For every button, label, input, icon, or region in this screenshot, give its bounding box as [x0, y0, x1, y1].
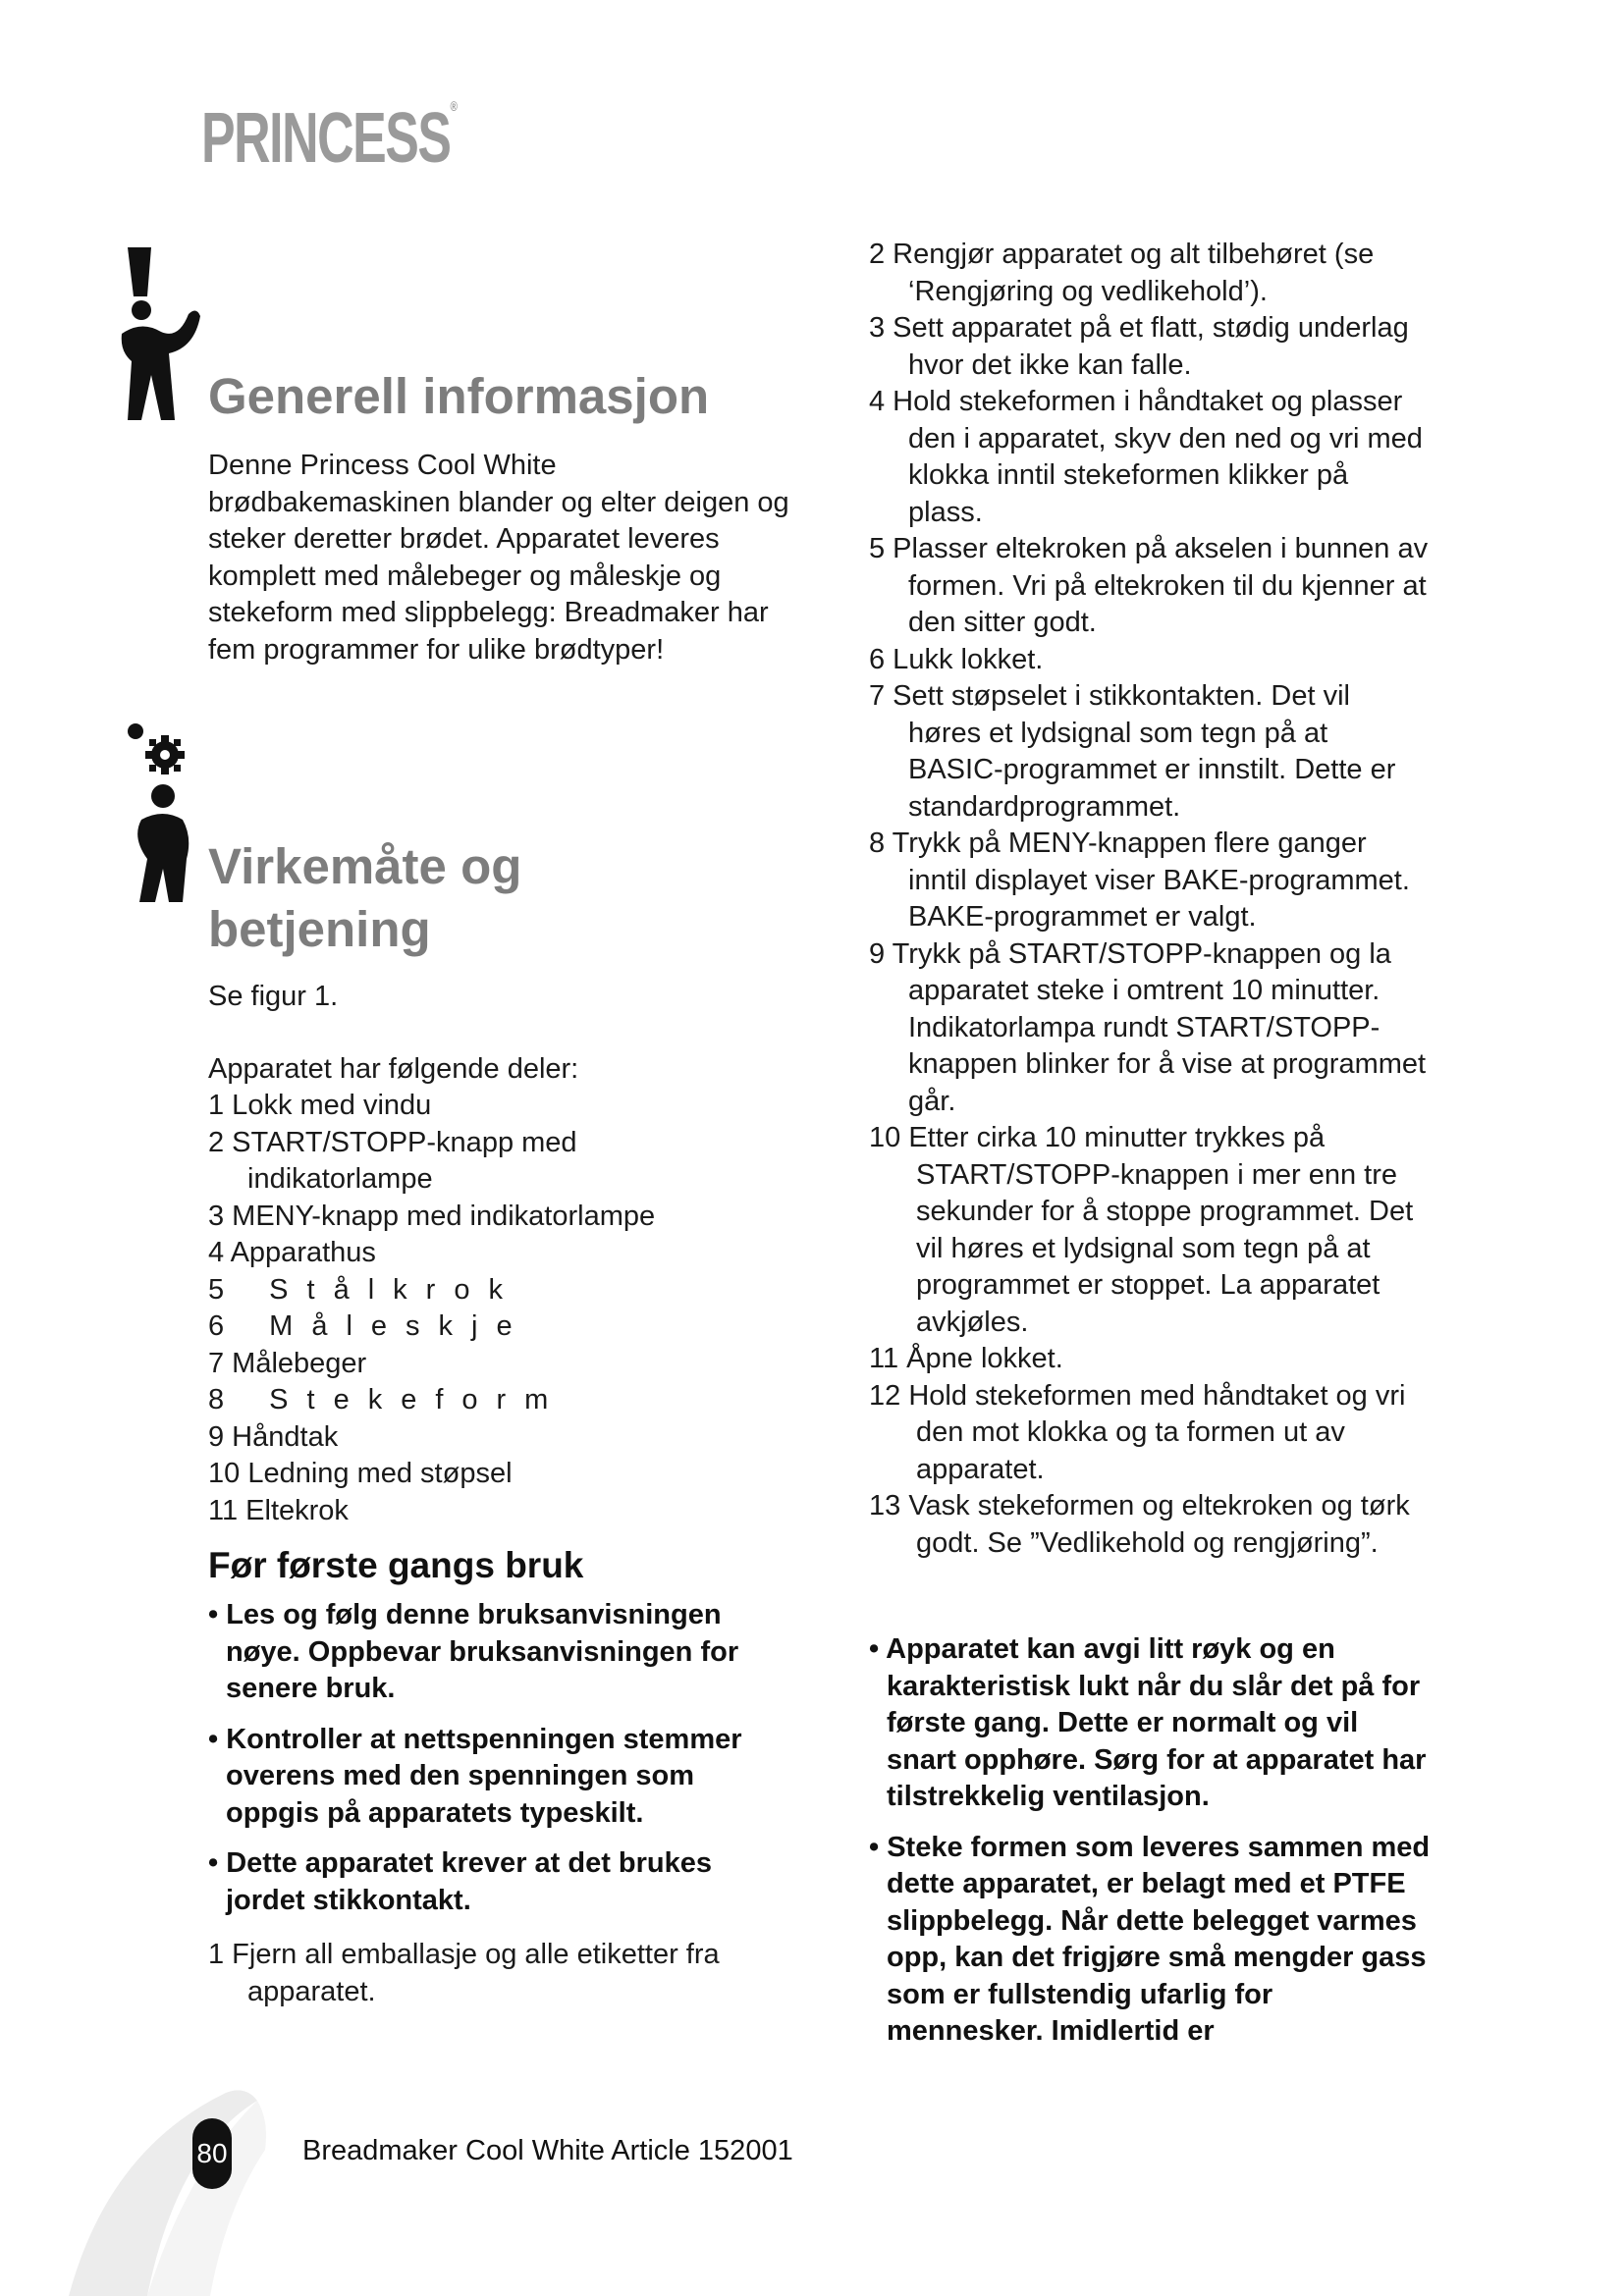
first-use-bullets: [208, 1597, 778, 1933]
first-use-step-list: [208, 1937, 758, 2010]
steps-list: [869, 237, 1429, 1562]
list-item: 11 Eltekrok: [208, 1494, 349, 1526]
list-item: 10 Ledning med støpsel: [208, 1458, 513, 1489]
list-item: 4 Apparathus: [208, 1237, 376, 1268]
list-item: 4 Hold stekeformen i håndtaket og plasser den i apparatet, skyv den ned og vri med klokka inntil stekeformen klikker på plass.: [869, 386, 1423, 528]
list-item: • Apparatet kan avgi litt røyk og en karakteristisk lukt når du slår det på for første gang. Dette er normalt og vil snart opphøre. Sørg for at apparatet har tilstrekkelig ventilasjon.: [869, 1631, 1434, 1816]
list-item: 8 Stekeform: [208, 1384, 568, 1415]
list-item: 6 Måleskje: [208, 1310, 531, 1342]
list-item: 2 START/STOPP-knapp med indikatorlampe: [208, 1126, 577, 1195]
page-number-badge: 80: [192, 2118, 232, 2189]
parts-list: [208, 1088, 719, 1529]
list-item: 5 Plasser eltekroken på akselen i bunnen av formen. Vri på eltekroken til du kjenner at den sitter godt.: [869, 533, 1429, 638]
list-item: • Steke formen som leveres sammen med dette apparatet, er belagt med et PTFE slippbelegg. Når dette belegget varmes opp, kan det frigjøre små mengder gass som er fullstendig ufarlig for mennesker. Imidlertid er: [869, 1830, 1434, 2051]
footer-text: Breadmaker Cool White Article 152001: [302, 2135, 793, 2166]
list-item: • Kontroller at nettspenningen stemmer overens med den spenningen som oppgis på apparatets typeskilt.: [208, 1722, 778, 1833]
list-item: 7 Målebeger: [208, 1347, 367, 1379]
list-item: • Les og følg denne bruksanvisningen nøye. Oppbevar bruksanvisningen for senere bruk.: [208, 1597, 778, 1708]
info-person-icon: [118, 245, 206, 422]
section-title-operation: Virkemåte og betjening: [208, 838, 522, 957]
list-item: 13 Vask stekeformen og eltekroken og tørk godt. Se ”Vedlikehold og rengjøring”.: [869, 1490, 1410, 1559]
see-figure-text: Se figur 1.: [208, 981, 339, 1012]
gear-person-icon: [118, 721, 206, 903]
section-title-general-info: Generell informasjon: [208, 368, 710, 424]
logo-text: PRINCESS: [201, 99, 451, 178]
list-item: 9 Håndtak: [208, 1420, 339, 1453]
brand-logo: [201, 98, 457, 179]
list-item: 8 Trykk på MENY-knappen flere ganger inntil displayet viser BAKE-programmet. BAKE-programmet er valgt.: [869, 828, 1410, 933]
list-item: • Dette apparatet krever at det brukes jordet stikkontakt.: [208, 1845, 778, 1919]
section-title-first-use: Før første gangs bruk: [208, 1545, 584, 1585]
footer-swoosh-decoration: [0, 2061, 314, 2296]
list-item: 9 Trykk på START/STOPP-knappen og la apparatet steke i omtrent 10 minutter. Indikatorlampa rundt START/STOPP-knappen blinker for å vise at programmet går.: [869, 937, 1427, 1117]
notes-list: [869, 1631, 1434, 2064]
list-item: 3 MENY-knapp med indikatorlampe: [208, 1200, 656, 1232]
list-item: 7 Sett støpselet i stikkontakten. Det vil høres et lydsignal som tegn på at BASIC-programmet er innstilt. Dette er standardprogrammet.: [869, 680, 1396, 823]
general-info-body: Denne Princess Cool White brødbakemaskinen blander og elter deigen og steker deretter brødet. Apparatet leveres komplett med målebeger og måleskje og stekeform med slippbelegg: Breadmaker har fem programmer for ulike brødtyper!: [208, 450, 789, 666]
list-item: 6 Lukk lokket.: [869, 643, 1044, 675]
list-item: 11 Åpne lokket.: [869, 1343, 1063, 1374]
list-item: 1 Lokk med vindu: [208, 1090, 432, 1121]
list-item: 3 Sett apparatet på et flatt, stødig underlag hvor det ikke kan falle.: [869, 312, 1409, 381]
list-item: 10 Etter cirka 10 minutter trykkes på START/STOPP-knappen i mer enn tre sekunder for å stoppe programmet. Det vil høres et lydsignal som tegn på at programmet er stoppet. La apparatet avkjøles.: [869, 1122, 1414, 1338]
list-item: 12 Hold stekeformen med håndtaket og vri den mot klokka og ta formen ut av apparatet.: [869, 1379, 1406, 1485]
list-item: 1 Fjern all emballasje og alle etiketter fra apparatet.: [208, 1939, 720, 2007]
parts-intro: Apparatet har følgende deler:: [208, 1053, 579, 1085]
list-item: 5 Stålkrok: [208, 1273, 521, 1306]
registered-mark: ®: [450, 98, 457, 114]
list-item: 2 Rengjør apparatet og alt tilbehøret (se ‘Rengjøring og vedlikehold’).: [869, 239, 1375, 307]
